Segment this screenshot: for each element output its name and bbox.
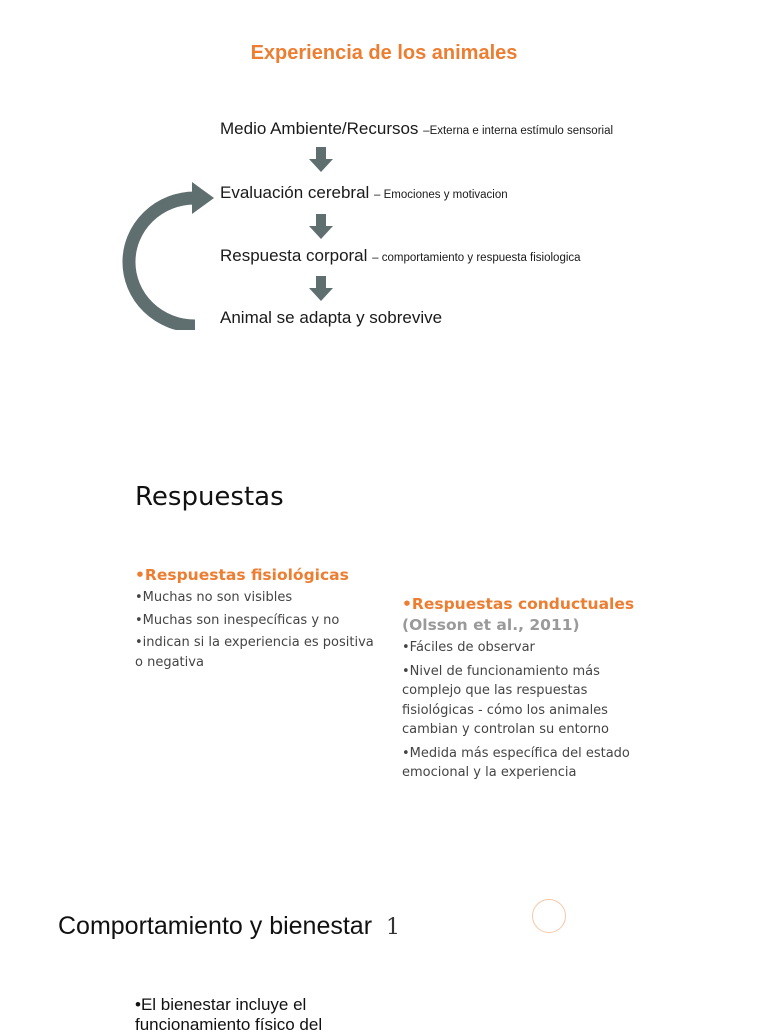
slide3-title <box>58 912 400 941</box>
step-medio-ambiente <box>220 119 613 139</box>
list-item: •indican si la experiencia es positiva o negativa <box>135 635 374 670</box>
behavioral-heading: •Respuestas conductuales <box>402 595 635 613</box>
citation: (Olsson et al., 2011) <box>402 616 580 634</box>
step-detail-text: – comportamiento y respuesta fisiologica <box>372 252 581 264</box>
feedback-loop-arrow-icon <box>120 180 220 330</box>
slide1-title: Experiencia de los animales <box>250 42 518 64</box>
down-arrow-icon <box>308 276 334 302</box>
decorative-circle <box>532 899 566 933</box>
slide-number: 1 <box>386 915 401 940</box>
list-item: •Muchas son inespecíficas y no <box>135 612 340 628</box>
step-animal-se-adapta <box>220 308 442 328</box>
step-evaluacion-cerebral <box>220 183 508 203</box>
step-main-text: Evaluación cerebral <box>220 183 370 202</box>
step-main-text: Medio Ambiente/Recursos <box>220 119 419 138</box>
behavioral-responses-block <box>402 595 642 783</box>
physiological-responses-block <box>135 566 375 672</box>
step-respuesta-corporal <box>220 246 581 266</box>
body-line: •El bienestar incluye el <box>135 995 307 1014</box>
down-arrow-icon <box>308 214 334 240</box>
step-detail-text: – Emociones y motivacion <box>374 189 508 201</box>
list-item: •Nivel de funcionamiento más complejo que las respuestas fisiológicas - cómo los animales cambian y controlan su entorno <box>402 663 609 737</box>
list-item: •Medida más específica del estado emocional y la experiencia <box>402 745 630 780</box>
physiological-heading: •Respuestas fisiológicas <box>135 566 349 584</box>
slide3-body-text <box>135 995 322 1035</box>
step-main-text: Animal se adapta y sobrevive <box>220 308 443 327</box>
list-item: •Muchas no son visibles <box>135 590 293 605</box>
slide2-title: Respuestas <box>135 482 284 512</box>
slide3-title-text: Comportamiento y bienestar <box>58 912 373 940</box>
body-line: funcionamiento físico del <box>135 1015 323 1034</box>
step-main-text: Respuesta corporal <box>220 246 368 265</box>
list-item: •Fáciles de observar <box>402 640 535 655</box>
down-arrow-icon <box>308 147 334 173</box>
step-detail-text: –Externa e interna estímulo sensorial <box>423 125 614 137</box>
